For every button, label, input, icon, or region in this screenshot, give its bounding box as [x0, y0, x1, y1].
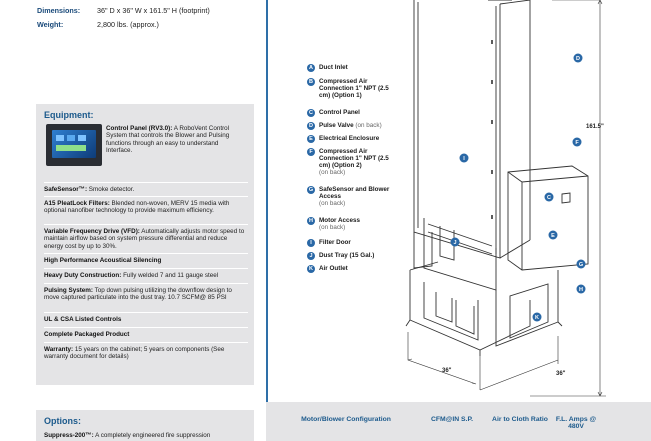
- options-panel: [36, 410, 254, 441]
- equipment-item-heading: Warranty:: [44, 346, 74, 353]
- options-item-text: A completely engineered fire suppression: [93, 432, 211, 439]
- control-panel-heading: Control Panel (RV3.0):: [106, 125, 173, 132]
- legend-badge: E: [307, 135, 315, 143]
- legend-badge: F: [307, 148, 315, 156]
- spec-label-dimensions: Dimensions:: [37, 6, 81, 15]
- control-panel-text: A RoboVent Control System that controls the Blower and Pulsing functions through an easy to understand Interface.: [106, 125, 230, 155]
- legend-label: Compressed Air Connection 1" NPT (2.5 cm) (Option 1): [319, 78, 389, 99]
- legend-badge: A: [307, 64, 315, 72]
- options-title: Options:: [44, 416, 81, 426]
- options-item: [44, 432, 248, 439]
- callout-k: K: [535, 315, 539, 321]
- legend-badge: H: [307, 217, 315, 225]
- equipment-item-text: Smoke detector.: [87, 186, 135, 193]
- equipment-item-heading: UL & CSA Listed Controls: [44, 316, 122, 323]
- legend-sub: (on back): [319, 224, 346, 231]
- equipment-item: [44, 346, 248, 361]
- equipment-item: [44, 257, 248, 264]
- equipment-item-text: 15 years on the cabinet; 5 years on components (See warranty document for details): [44, 346, 225, 361]
- equipment-item: [44, 186, 248, 193]
- column-divider: [266, 0, 268, 402]
- equipment-item-text: Blended non-woven, MERV 15 media with optional nanofiber technology to provide maximum efficiency.: [44, 200, 230, 215]
- equipment-item: [44, 287, 248, 302]
- height-dimension: 161.5": [586, 124, 604, 130]
- equipment-item-heading: SafeSensor™:: [44, 186, 88, 193]
- equipment-item-text: Top down pulsing utilizing the downflow design to move captured particulate into the dust tray. 10.7 SCFM@ 85 PSI: [44, 287, 232, 302]
- equipment-title: Equipment:: [44, 110, 94, 120]
- equipment-item: [44, 200, 248, 215]
- equipment-panel: [36, 104, 254, 385]
- width-dimension-right: 36": [556, 371, 566, 377]
- legend-sub: (on back): [319, 200, 346, 207]
- table-header-configuration: Motor/Blower Configuration: [301, 416, 391, 423]
- collector-drawing: [380, 0, 651, 402]
- legend-badge: J: [307, 252, 315, 260]
- equipment-item-heading: High Performance Acoustical Silencing: [44, 257, 162, 264]
- equipment-item-heading: Complete Packaged Product: [44, 331, 130, 338]
- legend-label: Filter Door: [319, 239, 351, 246]
- callout-g: G: [578, 262, 584, 268]
- legend-sub: (on back): [355, 122, 382, 129]
- equipment-item-heading: A15 PleatLock Filters:: [44, 200, 110, 207]
- equipment-item: [44, 331, 248, 338]
- legend-sub: (on back): [319, 169, 346, 176]
- width-dimension-left: 36": [442, 368, 452, 374]
- callout-e: E: [551, 233, 555, 239]
- table-header-cfm: CFM@IN S.P.: [430, 416, 473, 423]
- callout-f: F: [575, 140, 579, 146]
- equipment-item-text: Fully welded 7 and 11 gauge steel: [121, 272, 219, 279]
- legend-badge: I: [307, 239, 315, 247]
- legend-badge: C: [307, 109, 315, 117]
- legend-label: SafeSensor and Blower Access: [319, 186, 390, 200]
- legend-label: Compressed Air Connection 1" NPT (2.5 cm) (Option 2): [319, 148, 389, 169]
- legend-badge: K: [307, 265, 315, 273]
- equipment-item: [44, 228, 248, 250]
- legend-label: Pulse Valve: [319, 122, 354, 129]
- legend-badge: B: [307, 78, 315, 86]
- equipment-item-heading: Variable Frequency Drive (VFD):: [44, 228, 140, 235]
- legend-label: Air Outlet: [319, 265, 348, 272]
- legend-label: Dust Tray (15 Gal.): [319, 252, 375, 259]
- legend-label: Electrical Enclosure: [319, 135, 380, 142]
- legend-label: Duct Inlet: [319, 64, 348, 71]
- table-header-air-to-cloth: Air to Cloth Ratio: [492, 416, 548, 423]
- table-header-amps: F.L. Amps @ 480V: [555, 416, 597, 430]
- callout-h: H: [579, 287, 583, 293]
- legend-badge: G: [308, 187, 314, 193]
- equipment-item-heading: Pulsing System:: [44, 287, 93, 294]
- legend-badge: D: [307, 122, 315, 130]
- spec-value-weight: 2,800 lbs. (approx.): [97, 20, 159, 29]
- configuration-table: [266, 402, 651, 441]
- control-panel-image: [46, 124, 102, 166]
- equipment-item: [44, 272, 248, 279]
- legend-label: Control Panel: [319, 109, 360, 116]
- options-item-heading: Suppress-200™:: [44, 432, 94, 439]
- legend-label: Motor Access: [319, 217, 361, 224]
- callout-d: D: [576, 56, 580, 62]
- spec-value-dimensions: 36" D x 36" W x 161.5" H (footprint): [97, 6, 210, 15]
- control-panel-description: [106, 125, 246, 155]
- equipment-item-heading: Heavy Duty Construction:: [44, 272, 122, 279]
- spec-label-weight: Weight:: [37, 20, 64, 29]
- callout-j: J: [453, 240, 457, 246]
- callout-i: I: [463, 156, 465, 162]
- callout-c: C: [547, 195, 551, 201]
- equipment-item-text: Automatically adjusts motor speed to maintain airflow based on system pressure differential and reduce energy cost by up to 30%.: [44, 228, 245, 250]
- equipment-item: [44, 316, 248, 323]
